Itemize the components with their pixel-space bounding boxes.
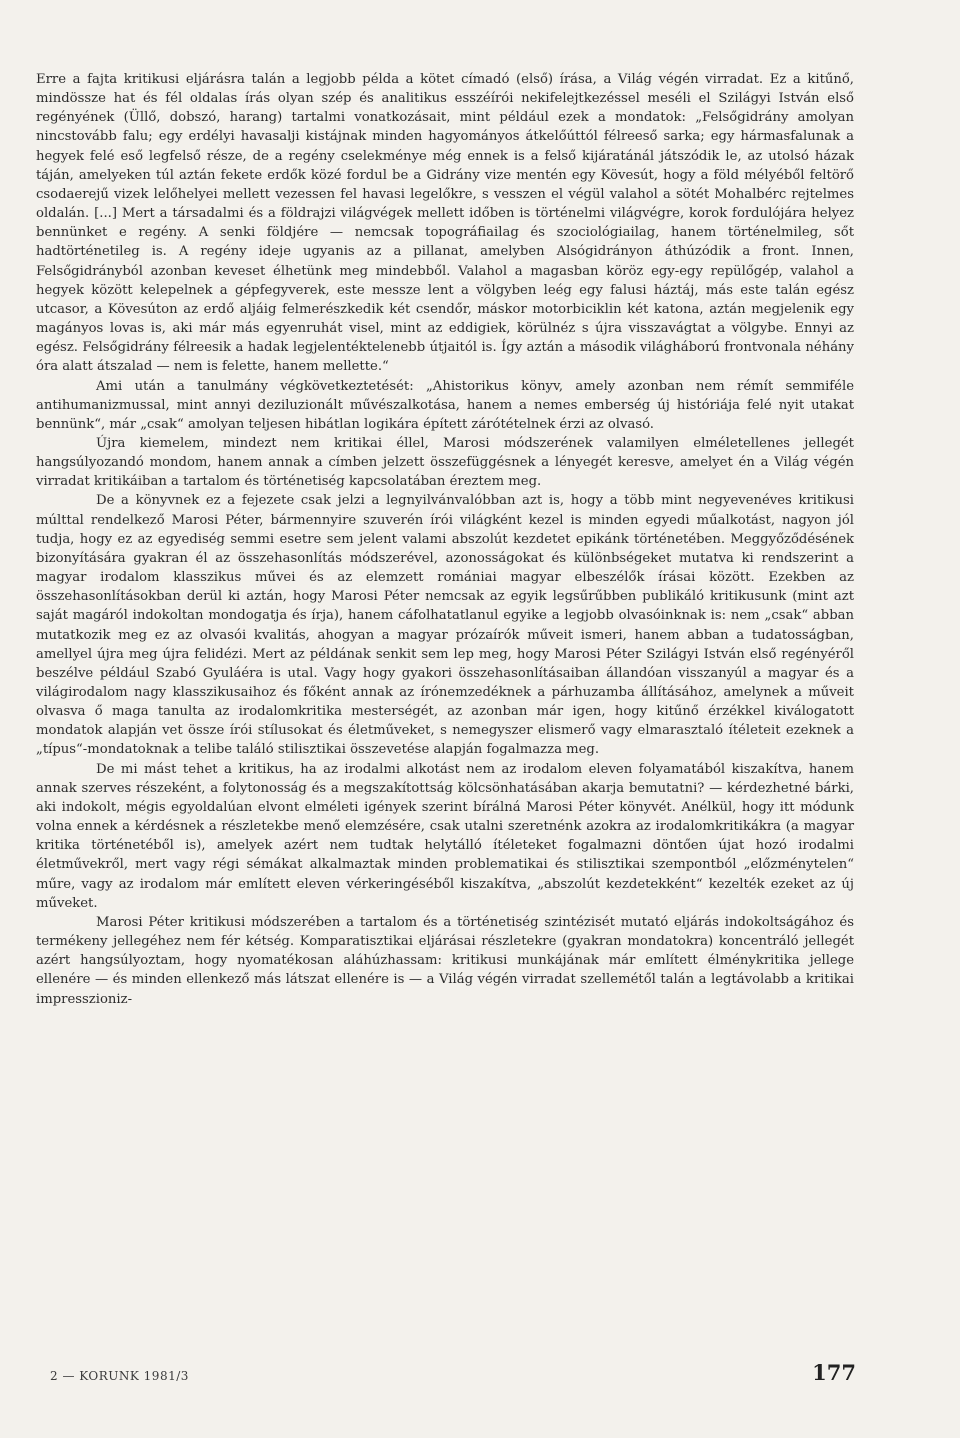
article-body: [36, 70, 854, 1009]
paragraph-5: De mi mást tehet a kritikus, ha az irodalmi alkotást nem az irodalom eleven folyamatából kiszakítva, hanem annak szerves részeként, a folytonosság és a megszakítottság kölcsönhatásában akarja bemutatni? — kérdezhetné bárki, aki indokolt, mégis egyoldalúan elvont elméleti igények szerint bírálná Marosi Péter könyvét. Anélkül, hogy itt módunk volna ennek a kérdésnek a részletekbe menő elemzésére, csak utalni szeretnénk azokra az irodalomkritikákra (a magyar kritika történetéből is), amelyek azért nem tudtak helytálló ítéleteket fogalmazni döntően újat hozó irodalmi életművekről, mert vagy régi sémákat alkalmaztak minden problematikai és stilisztikai szempontból „előzménytelen“ műre, vagy az irodalom már említett eleven vérkeringéséből kiszakítva, „abszolút kezdetekként“ kezelték ezeket az új műveket.: [36, 761, 854, 911]
page-footer: [50, 1360, 856, 1385]
paragraph-3: Újra kiemelem, mindezt nem kritikai éllel, Marosi módszerének valamilyen elméletellenes jellegét hangsúlyozandó mondom, hanem annak a címben jelzett összefüggésnek a lényegét keresve, amelyet én a Világ végén virradat kritikáiban a tartalom és történetiség kapcsolatában éreztem meg.: [36, 435, 854, 490]
paragraph-2: Ami után a tanulmány végkövetkeztetését: „Ahistorikus könyv, amely azonban nem rémít semmiféle antihumanizmussal, mint annyi deziluzionált művészalkotása, hanem a nemes emberség új históriája felé nyit utakat bennünk“, már „csak“ amolyan teljesen hibátlan logikára épített zárótételnek érzi az olvasó.: [36, 378, 854, 432]
paragraph-4: De a könyvnek ez a fejezete csak jelzi a legnyilvánvalóbban azt is, hogy a több mint negyevenéves kritikusi múlttal rendelkező Marosi Péter, bármennyire szuverén írói világként kezel is minden egyedi műalkotást, nagyon jól tudja, hogy ez az egyediség semmi esetre sem jelent valami abszolút kezdetet epikánk történetében. Meggyőződésének bizonyítására gyakran él az összehasonlítás módszerével, azonosságokat és különbségeket mutatva ki rendszerint a magyar irodalom klasszikus művei és az elemzett romániai magyar elbeszélők írásai között. Ezekben az összehasonlításokban derül ki aztán, hogy Marosi Péter nemcsak az egyik legsűrűbben publikáló kritikusunk (mint azt saját magáról indokoltan mondogatja és írja), hanem cáfolhatatlanul egyike a legjobb olvasóinknak is: nem „csak“ abban mutatkozik meg ez az olvasói kvalitás, ahogyan a magyar prózaírók műveit ismeri, hanem abban a tudatosságban, amellyel újra meg újra felidézi. Mert az példának senkit sem lep meg, hogy Marosi Péter Szilágyi István első regényéről beszélve például Szabó Gyuláéra is utal. Vagy hogy gyakori összehasonlításaiban állandóan visszanyúl a magyar és a világirodalom nagy klasszikusaihoz és főként annak az írónemzedéknek a párhuzamba állításához, amelynek a műveit olvasva ő maga tanulta az irodalomkritika mesterségét, az azonban már igen, hogy kitűnő érzékkel kiválogatott mondatok alapján vet össze írói stílusokat és életműveket, s nemegyszer elismerő vagy elmarasztaló ítéleteit ezeknek a „típus“-mondatoknak a telibe találó stilisztikai összevetése alapján fogalmazza meg.: [36, 493, 854, 758]
paragraph-1: Erre a fajta kritikusi eljárásra talán a legjobb példa a kötet címadó (első) írása, a Világ végén virradat. Ez a kitűnő, mindössze hat és fél oldalas írás olyan szép és analitikus esszéírói nekifelejtkezéssel meséli el Szilágyi István első regényének (Üllő, dobszó, harang) tartalmi vonatkozásait, mint például ezek a mondatok: „Felsőgidrány amolyan nincstovább falu; egy erdélyi havasalji kistájnak minden hagyományos átkelőúttól félreeső sarka; egy hármasfalunak a hegyek felé eső legfelső része, de a regény cselekménye még ennek is a felső kijáratánál játszódik le, az utolsó házak táján, amelyeken túl aztán fekete erdők közé fordul be a Gidrány vize mentén egy Kövesút, hogy a föld mélyéből feltörő csodaerejű vizek lelőhelyei mellett vezessen fel havasi legelőkre, s vesszen el végül valahol a sötét Mohalbérc rejtelmes oldalán. [...] Mert a társadalmi és a földrajzi világvégek mellett időben is történelmi világvégre, korok fordulójára helyez bennünket e regény. A senki földjére — nemcsak topográfiailag és szociológiailag, hanem történelmileg, sőt hadtörténetileg is. A regény ideje ugyanis az a pillanat, amelyben Alsógidrányon áthúzódik a front. Innen, Felsőgidrányból azonban keveset élhetünk meg mindebből. Valahol a magasban köröz egy-egy repülőgép, valahol a hegyek között kelepelnek a gépfegyverek, este messze lent a völgyben leég egy falusi háztáj, más este talán egész utcasor, a Kövesúton az erdő aljáig felmerészkedik két csendőr, máskor motorbiciklin két katona, aztán megjelenik egy magányos lovas is, aki már más egyenruhát visel, mint az eddigiek, körülnéz s újra visszavágtat a völgybe. Ennyi az egész. Felsőgidrány félreesik a hadak legjelentéktelenebb útjaitól is. Így aztán a második világháború frontvonala néhány óra alatt átszalad — nem is felette, hanem mellette.“: [36, 72, 854, 375]
page-number: 177: [812, 1360, 856, 1385]
journal-issue: 2 — KORUNK 1981/3: [50, 1369, 189, 1383]
paragraph-6: Marosi Péter kritikusi módszerében a tartalom és a történetiség szintézisét mutató eljárás indokoltságához és termékeny jellegéhez nem fér kétség. Komparatisztikai eljárásai részletekre (gyakran mondatokra) koncentráló jellegét azért hangsúlyoztam, hogy nyomatékosan aláhúzhassam: kritikusi munkájának már említett élménykritika jellege ellenére — és minden ellenkező más látszat ellenére is — a Világ végén virradat szellemétől talán a legtávolabb a kritikai impresszioniz-: [36, 914, 854, 1007]
